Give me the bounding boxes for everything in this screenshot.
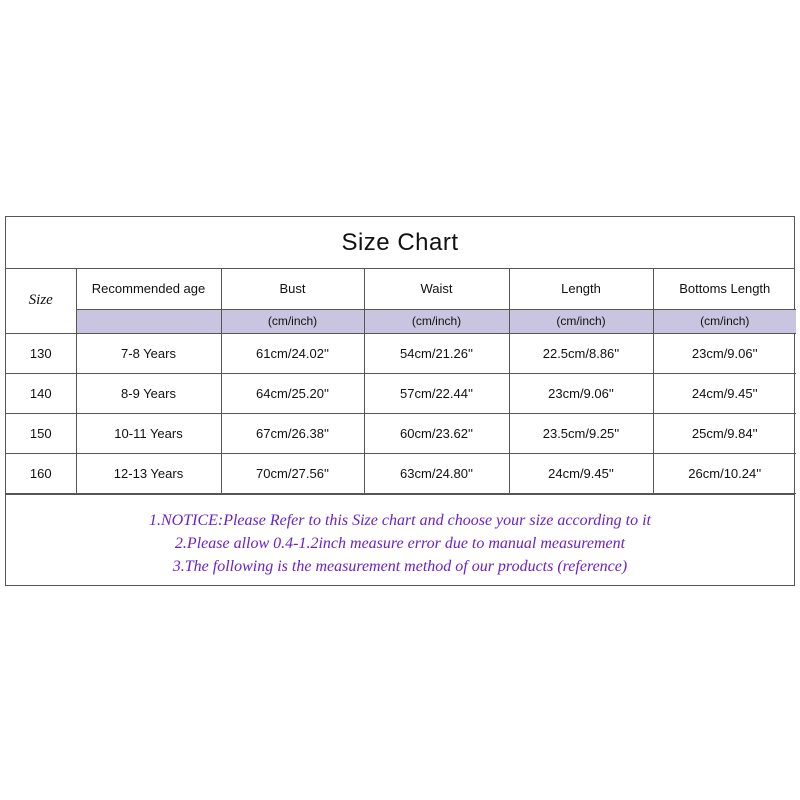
notes-section: [6, 494, 794, 586]
unit-cell-empty: [76, 309, 221, 333]
length-cell: 22.5cm/8.86'': [509, 333, 653, 373]
header-bottoms-length: Bottoms Length: [653, 269, 796, 309]
header-bust: Bust: [221, 269, 364, 309]
bottoms-length-cell: 23cm/9.06'': [653, 333, 796, 373]
unit-cell-waist: (cm/inch): [364, 309, 509, 333]
size-cell: 160: [6, 453, 76, 493]
waist-cell: 60cm/23.62'': [364, 413, 509, 453]
age-cell: 10-11 Years: [76, 413, 221, 453]
header-age: Recommended age: [76, 269, 221, 309]
bust-cell: 64cm/25.20'': [221, 373, 364, 413]
size-table: [6, 269, 796, 494]
notice-line: 1.NOTICE:Please Refer to this Size chart and choose your size according to it: [148, 511, 651, 529]
size-header: Size: [6, 269, 76, 333]
unit-cell-bottoms: (cm/inch): [653, 309, 796, 333]
length-cell: 23cm/9.06'': [509, 373, 653, 413]
unit-row: [6, 309, 796, 333]
header-length: Length: [509, 269, 653, 309]
age-cell: 12-13 Years: [76, 453, 221, 493]
measure-error-line: 2.Please allow 0.4-1.2inch measure error due to manual measurement: [174, 534, 626, 552]
bust-cell: 70cm/27.56'': [221, 453, 364, 493]
unit-cell-length: (cm/inch): [509, 309, 653, 333]
unit-cell-bust: (cm/inch): [221, 309, 364, 333]
bust-cell: 67cm/26.38'': [221, 413, 364, 453]
table-row: [6, 373, 796, 413]
age-cell: 7-8 Years: [76, 333, 221, 373]
length-cell: 23.5cm/9.25'': [509, 413, 653, 453]
length-cell: 24cm/9.45'': [509, 453, 653, 493]
table-row: [6, 453, 796, 493]
size-cell: 140: [6, 373, 76, 413]
table-row: [6, 413, 796, 453]
bottoms-length-cell: 24cm/9.45'': [653, 373, 796, 413]
header-waist: Waist: [364, 269, 509, 309]
age-cell: 8-9 Years: [76, 373, 221, 413]
measurement-method-line: 3.The following is the measurement method of our products (reference): [172, 557, 628, 575]
table-row: [6, 333, 796, 373]
size-cell: 150: [6, 413, 76, 453]
waist-cell: 63cm/24.80'': [364, 453, 509, 493]
waist-cell: 54cm/21.26'': [364, 333, 509, 373]
chart-title: Size Chart: [6, 217, 794, 269]
waist-cell: 57cm/22.44'': [364, 373, 509, 413]
bottoms-length-cell: 26cm/10.24'': [653, 453, 796, 493]
bottoms-length-cell: 25cm/9.84'': [653, 413, 796, 453]
size-chart: [5, 216, 795, 586]
size-cell: 130: [6, 333, 76, 373]
header-row: [6, 269, 796, 309]
bust-cell: 61cm/24.02'': [221, 333, 364, 373]
